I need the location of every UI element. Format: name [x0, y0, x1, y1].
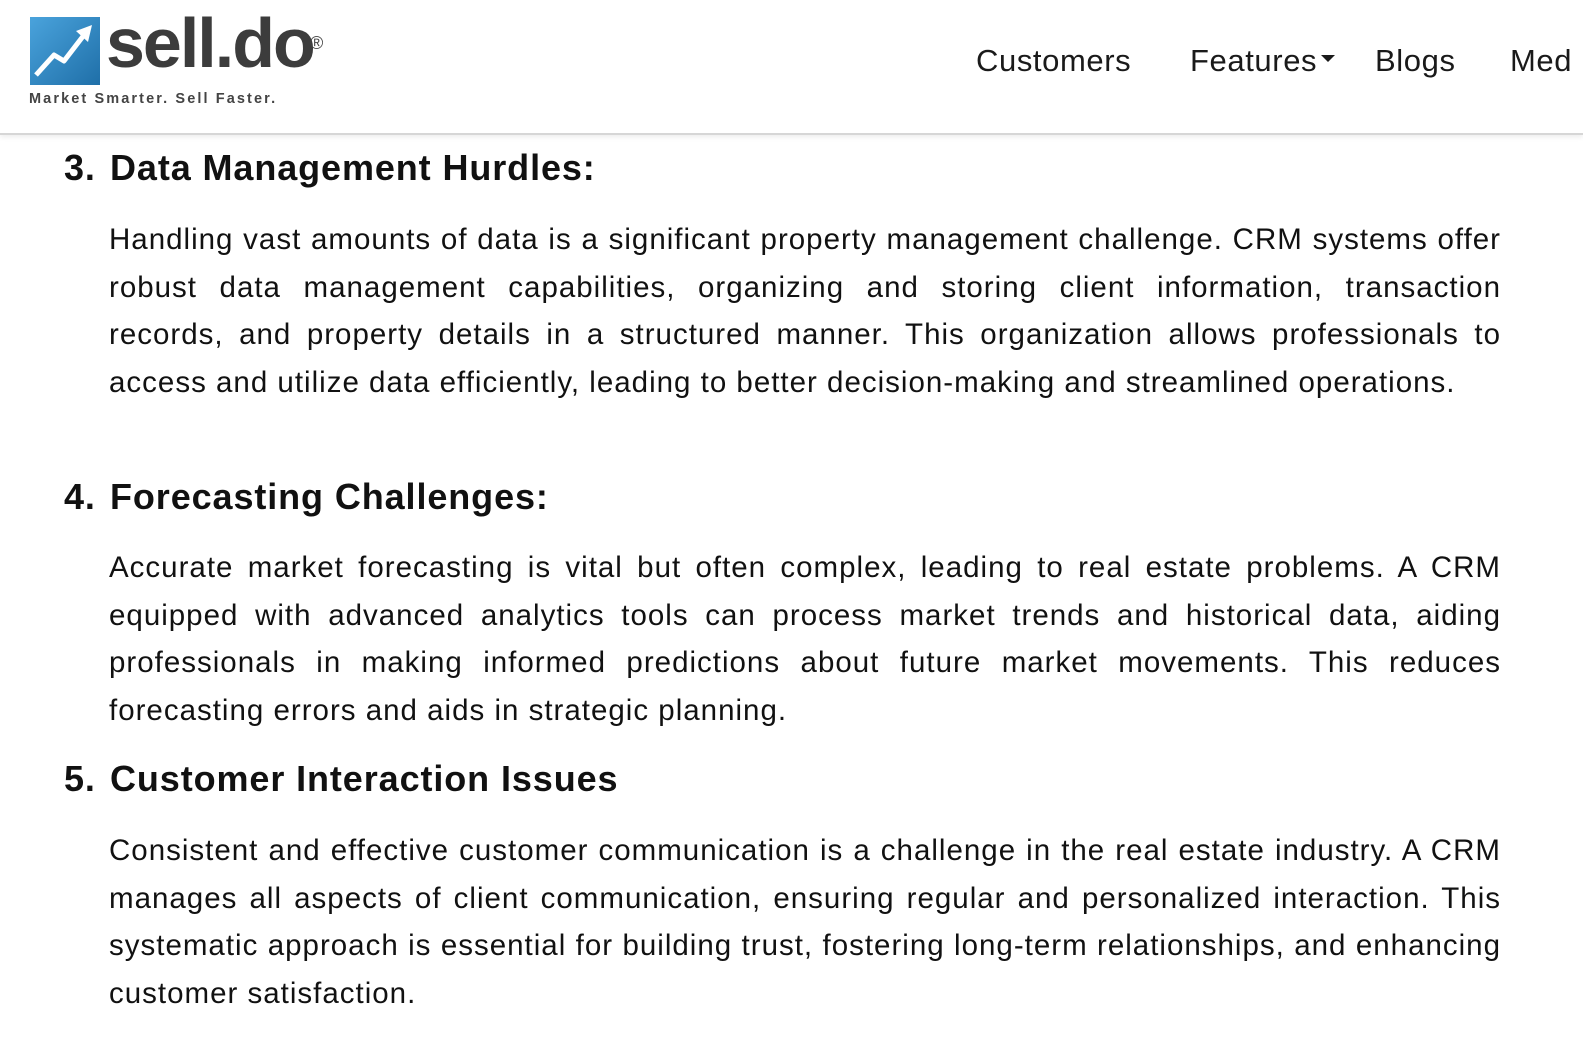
- section-body: Consistent and effective customer communication is a challenge in the real estate industry. A CRM manages all aspects of client communication, ensuring regular and personalized interaction. This systematic approach is essential for building trust, fostering long-term relationships, and enhancing customer satisfaction.: [109, 834, 1501, 1010]
- site-header: [0, 0, 1583, 135]
- section-heading: [64, 476, 549, 517]
- section-number: 4.: [64, 476, 96, 517]
- section-body: Accurate market forecasting is vital but often complex, leading to real estate problems. A CRM equipped with advanced analytics tools can process market trends and historical data, aiding professionals in making informed predictions about future market movements. This reduces forecasting errors and aids in strategic planning.: [109, 551, 1501, 727]
- registered-mark: ®: [310, 33, 324, 53]
- logo-tagline: Market Smarter. Sell Faster.: [29, 91, 278, 107]
- section-number: 3.: [64, 147, 96, 188]
- nav-media[interactable]: Med: [1510, 43, 1573, 78]
- section-heading: [64, 147, 596, 188]
- section-heading: [64, 758, 619, 799]
- nav-customers[interactable]: Customers: [976, 43, 1132, 78]
- section-title: Forecasting Challenges:: [110, 476, 549, 517]
- logo-trend-arrow-icon: [30, 17, 100, 85]
- site-logo[interactable]: [28, 4, 338, 114]
- section-title: Data Management Hurdles:: [110, 147, 596, 188]
- section-title: Customer Interaction Issues: [110, 758, 619, 799]
- section-body: Handling vast amounts of data is a significant property management challenge. CRM systems offer robust data management capabilities, organizing and storing client information, transaction records, and property details in a structured manner. This organization allows professionals to access and utilize data efficiently, leading to better decision-making and streamlined operations.: [109, 223, 1501, 399]
- logo-wordmark: sell.do: [106, 4, 314, 82]
- nav-blogs[interactable]: Blogs: [1375, 43, 1456, 78]
- section-number: 5.: [64, 758, 96, 799]
- nav-features-label: Features: [1190, 43, 1318, 78]
- chevron-down-icon: [1321, 55, 1335, 62]
- nav-features[interactable]: [1190, 40, 1335, 82]
